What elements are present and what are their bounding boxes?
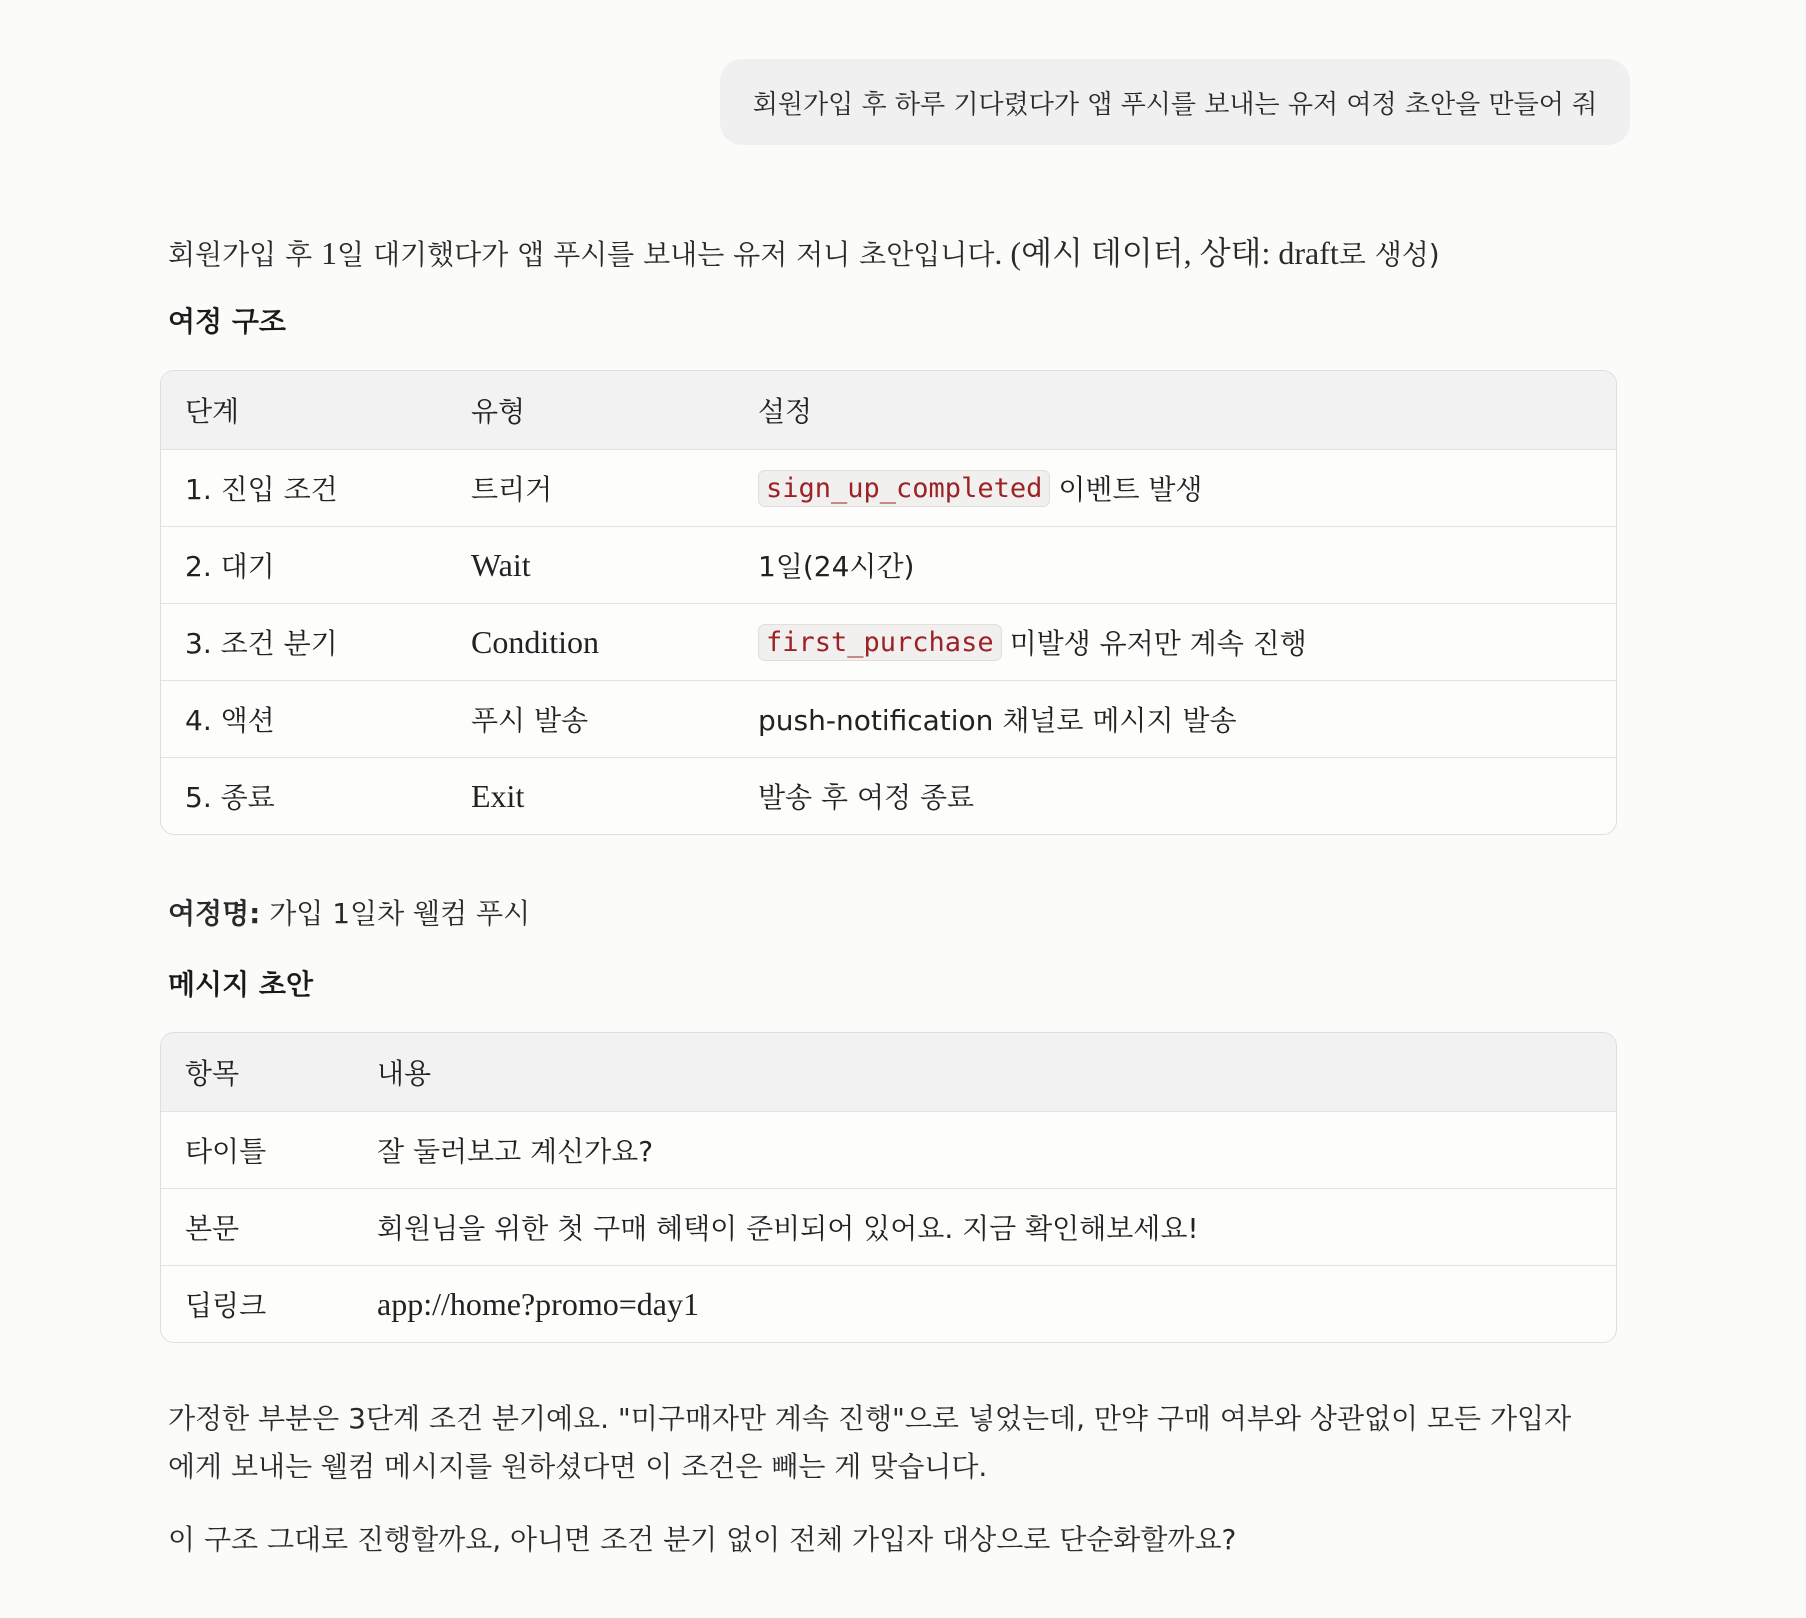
- step-cell: 4. 액션: [185, 704, 275, 737]
- header-content: 내용: [377, 1057, 432, 1090]
- assumption-line-1: 가정한 부분은 3단계 조건 분기예요. "미구매자만 계속 진행"으로 넣었는데, 만약 구매 여부와 상관없이 모든 가입자: [168, 1402, 1572, 1435]
- journey-name: [168, 892, 530, 932]
- message-draft-table: [160, 1032, 1617, 1343]
- type-cell: Condition: [471, 623, 600, 660]
- setting-cell: push-notification 채널로 메시지 발송: [758, 704, 1237, 737]
- assumption-line-2: 에게 보내는 웰컴 메시지를 원하셨다면 이 조건은 빼는 게 맞습니다.: [168, 1450, 988, 1483]
- table-row: [161, 526, 1616, 603]
- step-cell: 2. 대기: [185, 550, 275, 583]
- content-cell: 잘 둘러보고 계신가요?: [377, 1135, 654, 1168]
- table-row: [161, 1111, 1616, 1188]
- step-cell: 3. 조건 분기: [185, 627, 338, 660]
- inline-code: first_purchase: [758, 624, 1002, 661]
- header-type: 유형: [471, 395, 526, 428]
- setting-cell: sign_up_completed 이벤트 발생: [758, 450, 1203, 526]
- follow-up-question: 이 구조 그대로 진행할까요, 아니면 조건 분기 없이 전체 가입자 대상으로 단순화할까요?: [168, 1523, 1237, 1556]
- step-cell: 1. 진입 조건: [185, 473, 338, 506]
- table-header-row: [161, 1033, 1616, 1111]
- step-cell: 5. 종료: [185, 781, 275, 814]
- table-row: [161, 449, 1616, 526]
- message-draft-heading: 메시지 초안: [168, 968, 313, 1001]
- table-row: [161, 680, 1616, 757]
- journey-structure-heading: 여정 구조: [168, 305, 286, 338]
- header-setting: 설정: [758, 395, 813, 428]
- user-message-bubble: [720, 59, 1630, 145]
- type-cell: 푸시 발송: [471, 704, 589, 737]
- header-step: 단계: [185, 395, 240, 428]
- item-cell: 본문: [185, 1212, 240, 1245]
- header-item: 항목: [185, 1057, 240, 1090]
- type-cell: Wait: [471, 546, 531, 583]
- table-row: [161, 603, 1616, 680]
- table-row: [161, 1188, 1616, 1265]
- setting-cell: first_purchase 미발생 유저만 계속 진행: [758, 604, 1307, 680]
- intro-text: 회원가입 후 1일 대기했다가 앱 푸시를 보내는 유저 저니 초안입니다. (예시 데이터, 상태: draft로 생성): [168, 235, 1440, 271]
- journey-name-label: 여정명:: [168, 897, 261, 930]
- type-cell: Exit: [471, 777, 525, 814]
- type-cell: 트리거: [471, 473, 553, 506]
- inline-code: sign_up_completed: [758, 470, 1050, 507]
- table-header-row: [161, 371, 1616, 449]
- item-cell: 타이틀: [185, 1135, 267, 1168]
- journey-structure-table: [160, 370, 1617, 835]
- content-cell: app://home?promo=day1: [377, 1285, 699, 1322]
- user-message-text: 회원가입 후 하루 기다렸다가 앱 푸시를 보내는 유저 여정 초안을 만들어 줘: [752, 89, 1598, 120]
- table-row: [161, 757, 1616, 834]
- item-cell: 딥링크: [185, 1289, 267, 1322]
- journey-name-value: 가입 1일차 웰컴 푸시: [269, 897, 531, 930]
- setting-cell: 발송 후 여정 종료: [758, 781, 975, 814]
- setting-cell: 1일(24시간): [758, 550, 915, 583]
- table-row: [161, 1265, 1616, 1342]
- content-cell: 회원님을 위한 첫 구매 혜택이 준비되어 있어요. 지금 확인해보세요!: [377, 1212, 1199, 1245]
